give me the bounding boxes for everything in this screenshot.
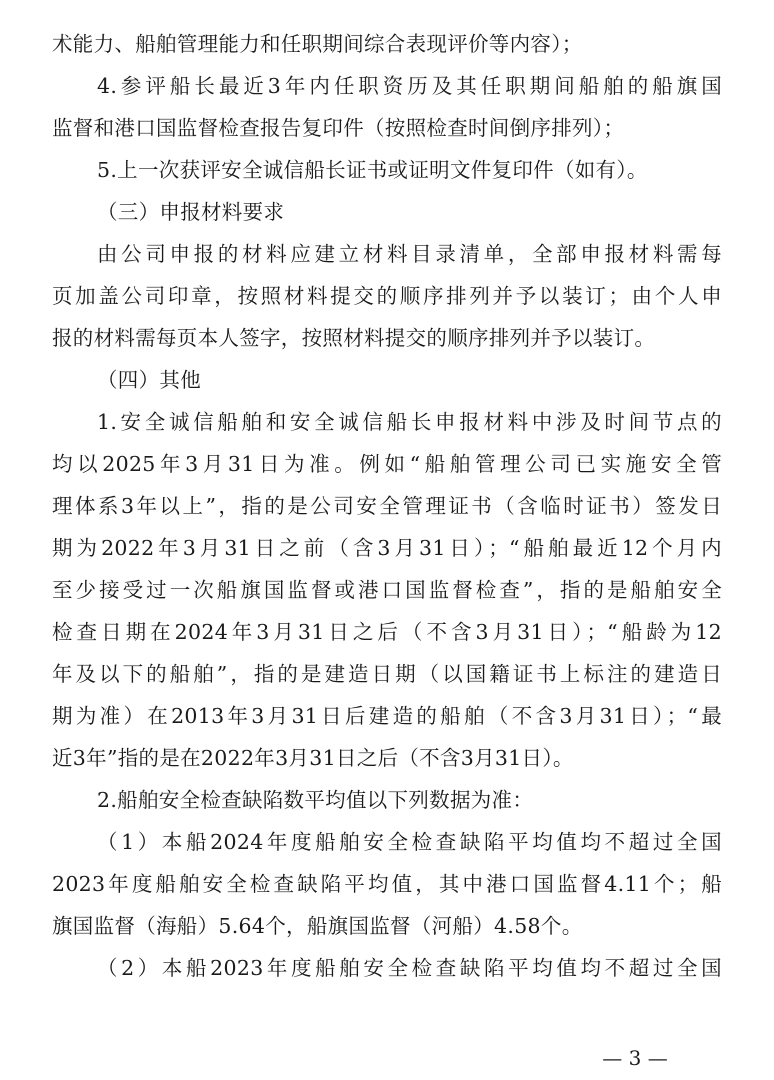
- text-line: 理体系3年以上”，指的是公司安全管理证书（含临时证书）签发日: [52, 494, 722, 518]
- text-line: 1.安全诚信船舶和安全诚信船长申报材料中涉及时间节点的: [97, 410, 722, 434]
- section-heading: （三）申报材料要求: [97, 200, 285, 224]
- text-line: 期为2022年3月31日之前（含3月31日）；“船舶最近12个月内: [52, 536, 722, 560]
- text-line: 术能力、船舶管理能力和任职期间综合表现评价等内容）；: [52, 32, 583, 56]
- text-line: 年及以下的船舶”，指的是建造日期（以国籍证书上标注的建造日: [52, 662, 722, 686]
- text-line: 2.船舶安全检查缺陷数平均值以下列数据为准：: [97, 788, 534, 812]
- text-line: 监督和港口国监督检查报告复印件（按照检查时间倒序排列）；: [52, 116, 625, 140]
- text-line: 旗国监督（海船）5.64个，船旗国监督（河船）4.58个。: [52, 914, 583, 938]
- text-line: 近3年”指的是在2022年3月31日之后（不含3月31日）。: [52, 746, 574, 770]
- text-line: 报的材料需每页本人签字，按照材料提交的顺序排列并予以装订。: [52, 326, 656, 350]
- text-line: 2023年度船舶安全检查缺陷平均值，其中港口国监督4.11个；船: [52, 872, 722, 896]
- section-heading: （四）其他: [97, 368, 201, 392]
- text-line: 至少接受过一次船旗国监督或港口国监督检查”，指的是船舶安全: [52, 578, 722, 602]
- text-line: 检查日期在2024年3月31日之后（不含3月31日）；“船龄为12: [52, 620, 722, 644]
- text-line: （2）本船2023年度船舶安全检查缺陷平均值均不超过全国: [97, 956, 722, 980]
- text-line: 4.参评船长最近3年内任职资历及其任职期间船舶的船旗国: [97, 74, 722, 98]
- text-line: 页加盖公司印章，按照材料提交的顺序排列并予以装订；由个人申: [52, 284, 722, 308]
- text-line: 由公司申报的材料应建立材料目录清单，全部申报材料需每: [97, 242, 722, 266]
- text-line: 期为准）在2013年3月31日后建造的船舶（不含3月31日）；“最: [52, 704, 722, 728]
- text-line: 5.上一次获评安全诚信船长证书或证明文件复印件（如有）。: [97, 158, 648, 182]
- text-line: 均以2025年3月31日为准。例如“船舶管理公司已实施安全管: [52, 452, 722, 476]
- text-line: （1）本船2024年度船舶安全检查缺陷平均值均不超过全国: [97, 830, 722, 854]
- page-number: — 3 —: [602, 1046, 668, 1070]
